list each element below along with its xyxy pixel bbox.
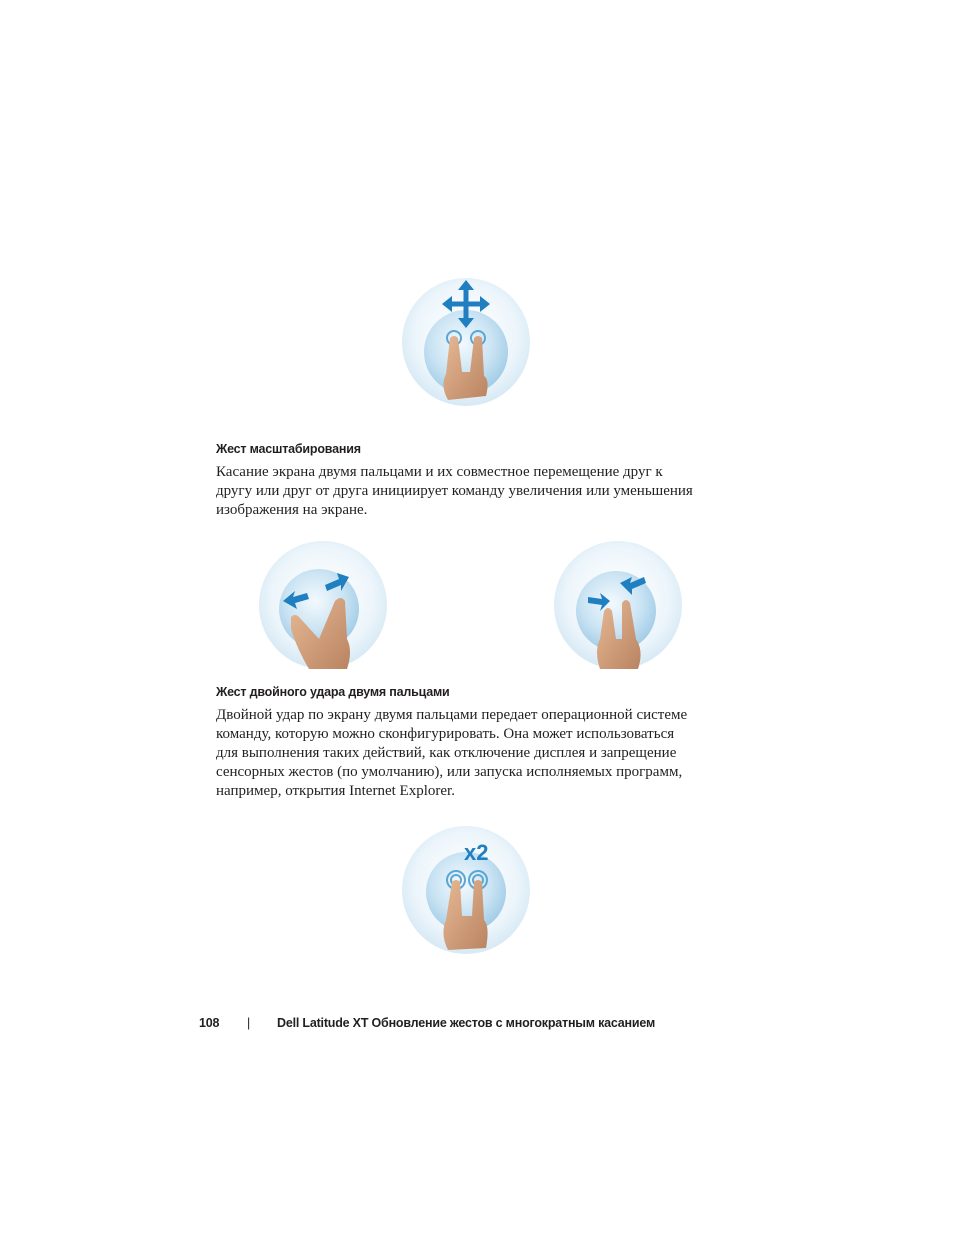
paragraph-line: например, открытия Internet Explorer. bbox=[216, 783, 455, 799]
section-heading-double-tap: Жест двойного удара двумя пальцами bbox=[216, 685, 450, 699]
paragraph-line: для выполнения таких действий, как отключение дисплея и запрещение bbox=[216, 745, 677, 761]
paragraph-line: другу или друг от друга инициирует команду увеличения или уменьшения bbox=[216, 483, 693, 499]
double-tap-label: x2 bbox=[464, 840, 489, 865]
double-tap-illustration bbox=[400, 824, 532, 956]
footer-title: Dell Latitude XT Обновление жестов с многократным касанием bbox=[277, 1016, 656, 1030]
zoom-spread-illustration bbox=[257, 539, 389, 671]
section-heading-zoom: Жест масштабирования bbox=[216, 442, 361, 456]
section-paragraph-double-tap bbox=[216, 706, 736, 801]
paragraph-line: сенсорных жестов (по умолчанию), или запуска исполняемых программ, bbox=[216, 764, 683, 780]
section-paragraph-zoom bbox=[216, 463, 736, 520]
pan-gesture-illustration bbox=[400, 276, 532, 408]
paragraph-line: Касание экрана двумя пальцами и их совместное перемещение друг к bbox=[216, 464, 663, 480]
footer-separator: | bbox=[247, 1016, 251, 1030]
paragraph-line: Двойной удар по экрану двумя пальцами передает операционной системе bbox=[216, 707, 688, 723]
zoom-pinch-illustration bbox=[552, 539, 684, 671]
paragraph-line: команду, которую можно сконфигурировать. Она может использоваться bbox=[216, 726, 675, 742]
paragraph-line: изображения на экране. bbox=[216, 502, 368, 518]
page-number: 108 bbox=[199, 1016, 220, 1030]
